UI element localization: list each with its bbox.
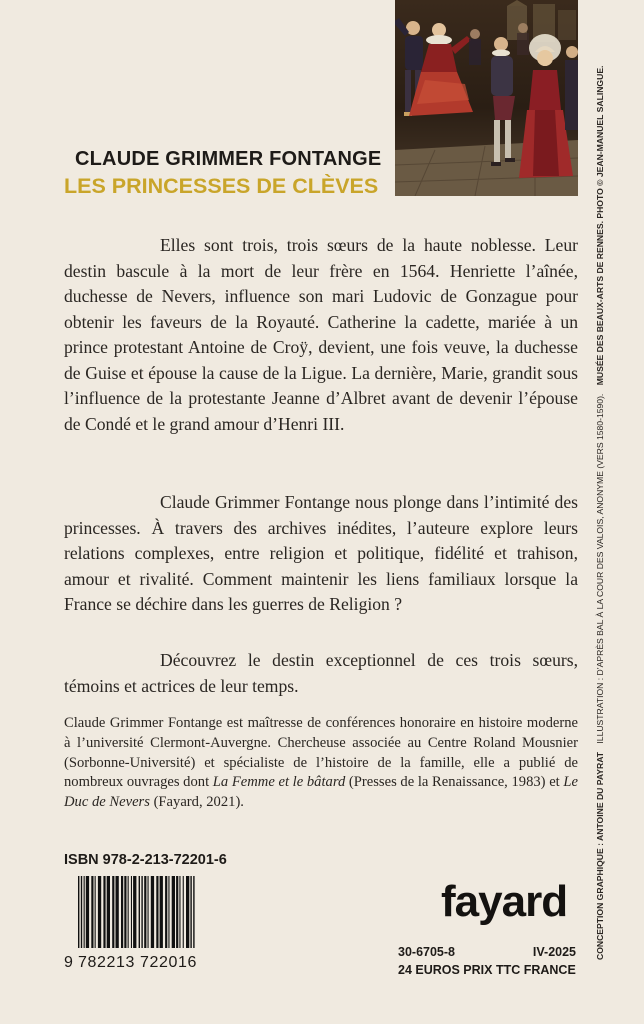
barcode-digits [64, 948, 234, 972]
barcode-bar [84, 876, 85, 956]
barcode-bar [131, 876, 132, 956]
publisher-logo: fayard [441, 877, 568, 926]
barcode-bar [186, 876, 189, 956]
barcode-bar [156, 876, 158, 956]
isbn-label: ISBN 978-2-213-72201-6 [64, 852, 227, 868]
barcode-bar [86, 876, 89, 956]
barcode-bar [148, 876, 149, 956]
barcode-bar [179, 876, 180, 956]
reference-date: IV-2025 [532, 945, 576, 959]
credit-illustration: ILLUSTRATION : D’APRÈS BAL À LA COUR DES VALOIS, ANONYME (VERS 1580-1590). [595, 393, 605, 744]
barcode-bar [144, 876, 146, 956]
vertical-credits [595, 40, 605, 960]
credit-design: CONCEPTION GRAPHIQUE : ANTOINE DU PAYRAT [595, 751, 605, 960]
blurb-paragraph-1: Elles sont trois, trois sœurs de la haute noblesse. Leur destin bascule à la mort de leur frère en 1564. Henriette l’aînée, duchesse de Nevers, influence son mari Ludovic de Gonzague pour obtenir les faveurs de la Royauté. Catherine la cadette, mariée à un prince protestant Antoine de Croÿ, devient, une fois veuve, la duchesse de Guise et épouse la cause de la Ligue. La dernière, Marie, grandit sous l’influence de la protestante Jeanne d’Albret avant de devenir l’épouse de Condé et le grand amour d’Henri III. [64, 235, 578, 434]
court-ball-painting [395, 0, 578, 196]
price-label: 24 EUROS PRIX TTC FRANCE [398, 963, 576, 977]
barcode-bar [151, 876, 154, 956]
barcode-bar [124, 876, 126, 956]
barcode-bar [133, 876, 136, 956]
bio-book-2: Le Duc de Nevers [64, 774, 578, 811]
publisher-reference [398, 945, 576, 977]
blurb-paragraph-2: Claude Grimmer Fontange nous plonge dans l’intimité des princesses. À travers des archives inédites, l’auteure explore leurs relations complexes, entre religion et politique, fidélité et trahison, amour et rivalité. Comment maintenir les liens familiaux lorsque la France se déchire dans les guerres de Religion ? [64, 492, 578, 614]
blurb-paragraph-3: Découvrez le destin exceptionnel de ces trois sœurs, témoins et actrices de leur temps. [64, 650, 578, 696]
credit-museum: MUSÉE DES BEAUX-ARTS DE RENNES. PHOTO © JEAN-MANUEL SALINGUE. [595, 65, 605, 386]
barcode-bar [107, 876, 110, 956]
barcode-bar [176, 876, 178, 956]
author-name: CLAUDE GRIMMER FONTANGE [75, 148, 382, 170]
barcode-bar [172, 876, 175, 956]
barcode-bar [168, 876, 169, 956]
barcode-bar [128, 876, 129, 956]
barcode-bar [98, 876, 101, 956]
barcode-bar [103, 876, 105, 956]
book-title: LES PRINCESSES DE CLÈVES [64, 174, 379, 198]
barcode-bar [160, 876, 163, 956]
barcode-bar [116, 876, 119, 956]
bio-text-b: (Presses de la Renaissance, 1983) et [345, 774, 564, 791]
bio-book-1: La Femme et le bâtard [212, 774, 346, 791]
barcode-bar [112, 876, 114, 956]
barcode-bar [91, 876, 93, 956]
bio-text-a: Claude Grimmer Fontange est maîtresse de conférences honoraire en histoire moderne à l’université Clermont-Auvergne. Chercheuse associée au Centre Roland Mousnier (Sorbonne-Université) et spécialiste de l’histoire de la famille, elle a publié de nombreux ouvrages dont [64, 715, 578, 791]
barcode-digit-first: 9 [64, 954, 73, 971]
bio-text-c: (Fayard, 2021). [149, 794, 244, 811]
reference-code: 30-6705-8 [398, 945, 455, 959]
barcode-bar [95, 876, 96, 956]
barcode-bar [121, 876, 123, 956]
barcode-bar [183, 876, 184, 956]
barcode-digits-rest: 782213 722016 [78, 954, 198, 971]
barcode-bar [165, 876, 167, 956]
author-bio [64, 714, 578, 813]
